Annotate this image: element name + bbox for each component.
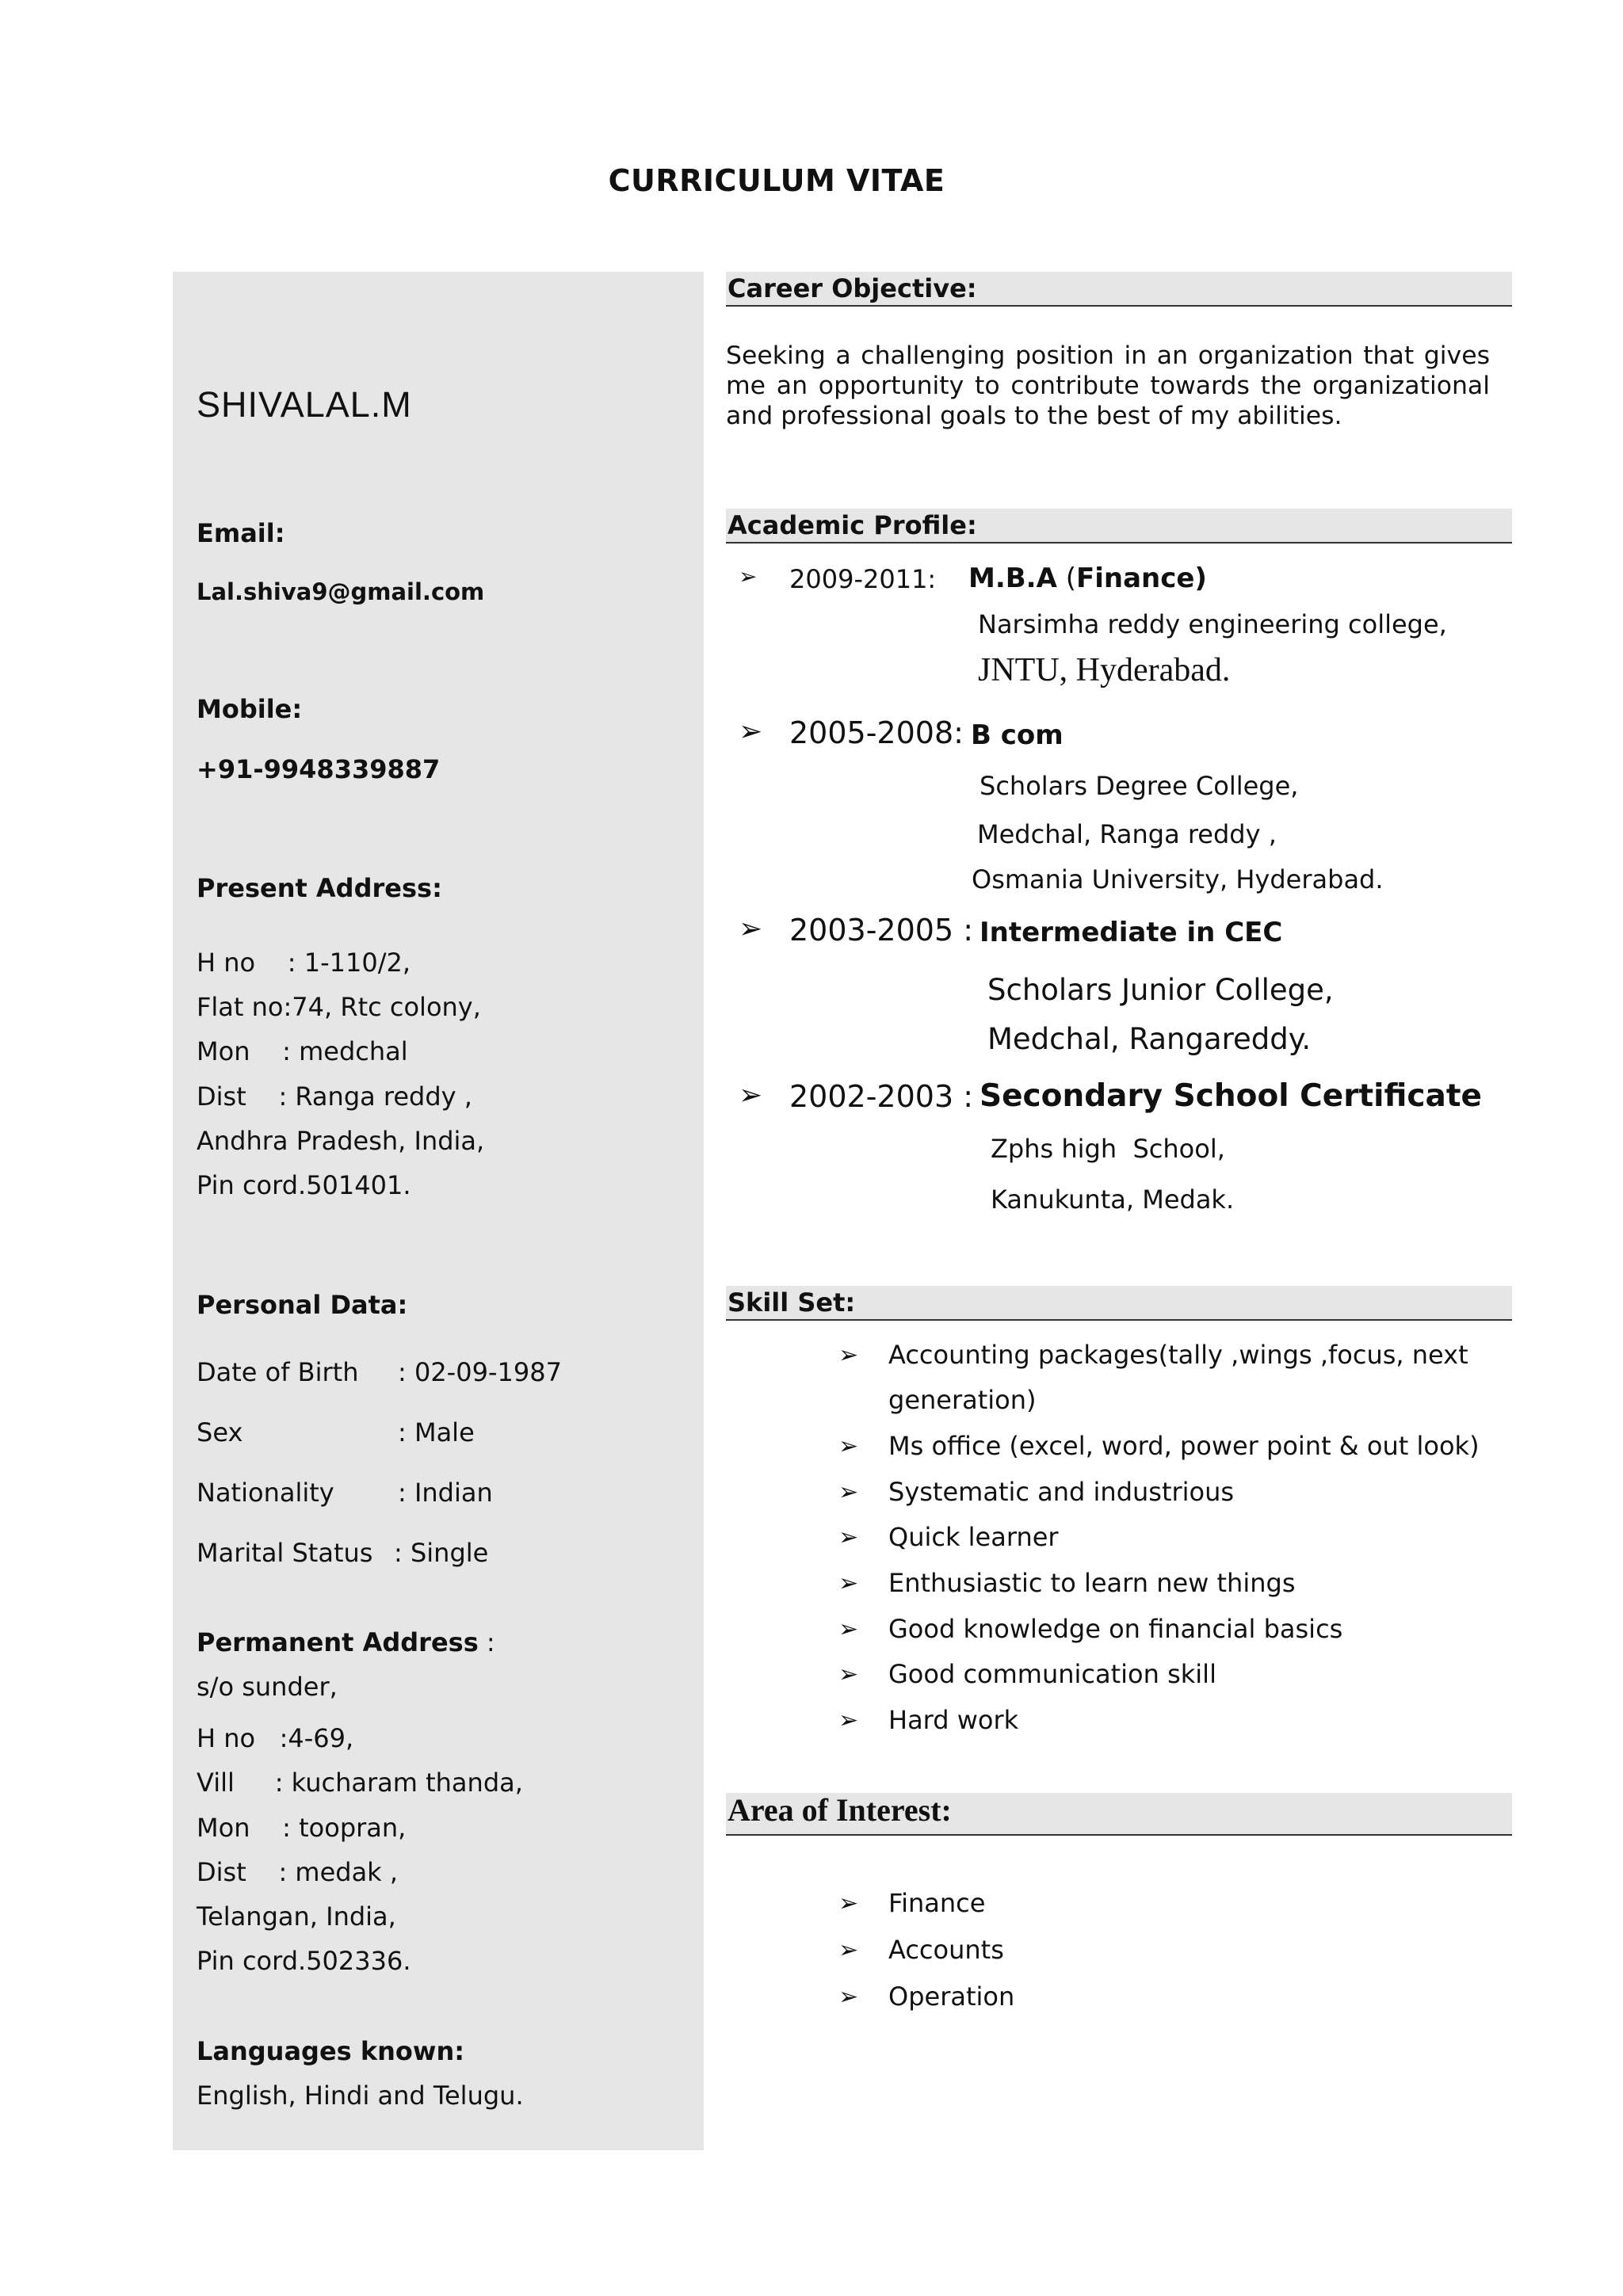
academic-profile-heading: Academic Profile:: [726, 509, 1512, 543]
interest-item: Operation: [888, 1981, 1015, 2012]
permanent-address-line: H no :4-69,: [197, 1723, 354, 1753]
academic-years: 2005-2008:: [789, 715, 964, 750]
arrowhead-bullet-icon: ➢: [838, 1661, 859, 1688]
permanent-address-heading: Permanent Address :: [197, 1627, 495, 1657]
arrowhead-bullet-icon: ➢: [838, 1432, 859, 1460]
present-address-heading: Present Address:: [197, 873, 442, 903]
personal-data-heading: Personal Data:: [197, 1290, 408, 1320]
skill-item: Accounting packages(tally ,wings ,focus, next: [888, 1340, 1468, 1370]
skill-item: Hard work: [888, 1705, 1019, 1735]
arrowhead-bullet-icon: ➢: [838, 1983, 859, 2011]
personal-value-dob: : 02-09-1987: [398, 1357, 562, 1387]
skill-item: Ms office (excel, word, power point & out look): [888, 1431, 1480, 1461]
document-title: CURRICULUM VITAE: [608, 163, 945, 198]
arrowhead-bullet-icon: ➢: [739, 1079, 763, 1112]
permanent-address-line: Vill : kucharam thanda,: [197, 1768, 523, 1798]
academic-institution: Osmania University, Hyderabad.: [972, 864, 1384, 894]
present-address-line: Flat no:74, Rtc colony,: [197, 992, 481, 1022]
arrowhead-bullet-icon: ➢: [838, 1890, 859, 1917]
email-label: Email:: [197, 518, 285, 548]
present-address-line: Andhra Pradesh, India,: [197, 1126, 485, 1156]
personal-label-nationality: Nationality: [197, 1478, 334, 1508]
personal-label-dob: Date of Birth: [197, 1357, 359, 1387]
skill-item: Good knowledge on financial basics: [888, 1614, 1343, 1644]
present-address-line: Dist : Ranga reddy ,: [197, 1081, 472, 1112]
academic-years: 2002-2003 :: [789, 1079, 974, 1114]
academic-institution: Medchal, Rangareddy.: [987, 1022, 1312, 1056]
mobile-value: +91-9948339887: [197, 754, 441, 784]
personal-value-marital: : Single: [394, 1538, 489, 1568]
personal-value-sex: : Male: [398, 1417, 475, 1447]
career-objective-heading: Career Objective:: [726, 272, 1512, 307]
skill-item: Good communication skill: [888, 1659, 1216, 1689]
interest-item: Finance: [888, 1888, 986, 1918]
skill-item: Quick learner: [888, 1522, 1059, 1552]
arrowhead-bullet-icon: ➢: [838, 1341, 859, 1369]
arrowhead-bullet-icon: ➢: [739, 563, 758, 589]
academic-institution: Scholars Junior College,: [987, 973, 1334, 1007]
email-value: Lal.shiva9@gmail.com: [197, 578, 485, 605]
academic-institution: Zphs high School,: [991, 1134, 1225, 1164]
skill-item-continuation: generation): [888, 1385, 1037, 1415]
arrowhead-bullet-icon: ➢: [739, 715, 763, 748]
arrowhead-bullet-icon: ➢: [838, 1478, 859, 1506]
permanent-address-line: Pin cord.502336.: [197, 1946, 411, 1976]
arrowhead-bullet-icon: ➢: [838, 1569, 859, 1597]
personal-label-marital: Marital Status: [197, 1538, 373, 1568]
academic-degree: Secondary School Certificate: [980, 1078, 1482, 1114]
personal-label-sex: Sex: [197, 1417, 243, 1447]
mobile-label: Mobile:: [197, 694, 303, 724]
permanent-address-line: Mon : toopran,: [197, 1813, 407, 1843]
academic-institution: Kanukunta, Medak.: [991, 1184, 1235, 1215]
permanent-address-line: Telangan, India,: [197, 1901, 396, 1932]
permanent-address-line: Dist : medak ,: [197, 1857, 399, 1887]
academic-years: 2003-2005 :: [789, 913, 974, 948]
area-of-interest-heading: Area of Interest:: [726, 1793, 1512, 1836]
academic-institution: Scholars Degree College,: [980, 771, 1299, 801]
present-address-line: H no : 1-110/2,: [197, 948, 411, 978]
skill-set-heading: Skill Set:: [726, 1286, 1512, 1321]
academic-degree: Intermediate in CEC: [980, 917, 1283, 948]
languages-heading: Languages known:: [197, 2036, 465, 2066]
languages-text: English, Hindi and Telugu.: [197, 2081, 524, 2111]
academic-degree: M.B.A (Finance): [968, 563, 1207, 594]
academic-degree: B com: [971, 719, 1064, 751]
arrowhead-bullet-icon: ➢: [838, 1936, 859, 1964]
arrowhead-bullet-icon: ➢: [838, 1707, 859, 1734]
arrowhead-bullet-icon: ➢: [838, 1524, 859, 1551]
skill-item: Enthusiastic to learn new things: [888, 1568, 1296, 1598]
academic-institution: Narsimha reddy engineering college,: [978, 609, 1447, 639]
permanent-address-line: s/o sunder,: [197, 1672, 338, 1702]
academic-institution: JNTU, Hyderabad.: [978, 652, 1231, 688]
academic-institution: Medchal, Ranga reddy ,: [977, 819, 1277, 849]
personal-value-nationality: : Indian: [398, 1478, 493, 1508]
present-address-line: Mon : medchal: [197, 1036, 408, 1066]
skill-item: Systematic and industrious: [888, 1477, 1235, 1507]
candidate-name: SHIVALAL.M: [197, 384, 412, 425]
interest-item: Accounts: [888, 1935, 1004, 1965]
academic-years: 2009-2011:: [789, 564, 937, 594]
arrowhead-bullet-icon: ➢: [739, 913, 763, 945]
career-objective-text: Seeking a challenging position in an organization that gives me an opportunity to contribute towards the organizational and professional goals to the best of my abilities.: [726, 341, 1490, 430]
arrowhead-bullet-icon: ➢: [838, 1615, 859, 1643]
present-address-line: Pin cord.501401.: [197, 1170, 411, 1200]
